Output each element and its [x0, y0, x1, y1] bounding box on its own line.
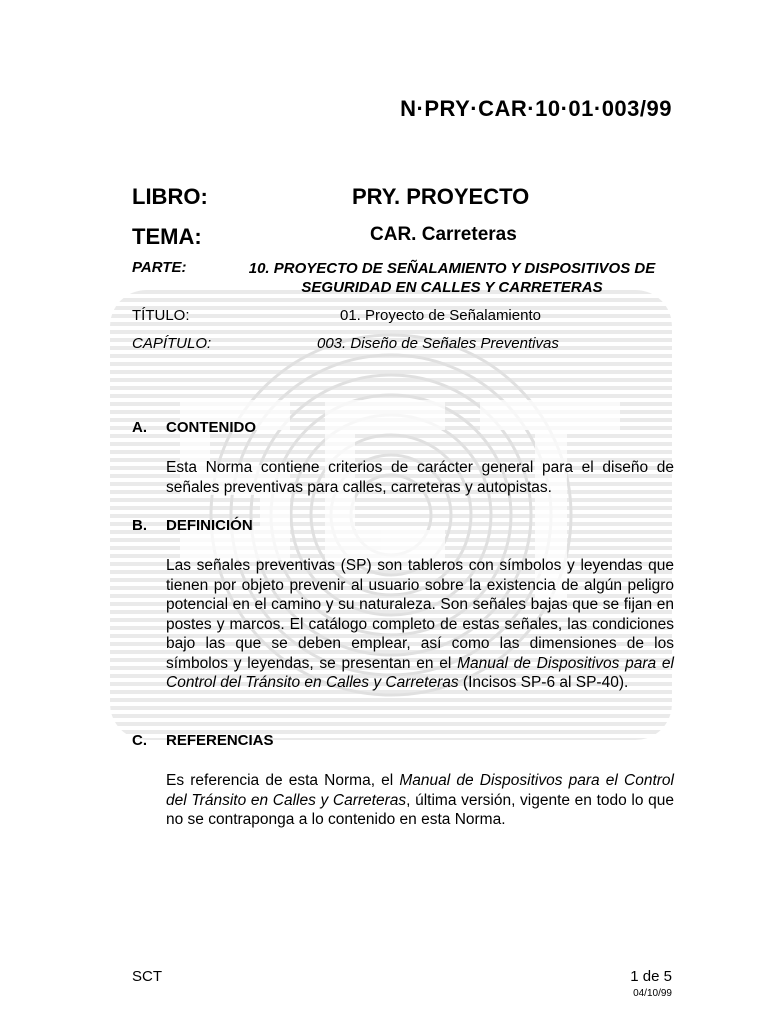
titulo-value: 01. Proyecto de Señalamiento	[340, 307, 541, 324]
section-b-text-part1: Las señales preventivas (SP) son tableros con símbolos y leyendas que tienen por objeto prevenir al usuario sobre la existencia de algún peligro potencial en el camino y su naturaleza. Son señales bajas que se fijan en postes y marcos. El catálogo completo de estas señales, las condiciones bajo las que se deben emplear, así como las dimensiones de los símbolos y leyendas, se presentan en el	[166, 557, 674, 672]
parte-value-line2: SEGURIDAD EN CALLES Y CARRETERAS	[301, 279, 603, 296]
section-b-text-part2: (Incisos SP-6 al SP-40).	[458, 674, 629, 691]
section-c-text-part1: Es referencia de esta Norma, el	[166, 772, 400, 789]
titulo-label: TÍTULO:	[132, 307, 190, 324]
section-c-text-part2: , última versión, vigente en todo lo que no se contraponga a lo contenido en esta Norma.	[166, 791, 674, 828]
footer-org: SCT	[132, 968, 162, 985]
parte-label: PARTE:	[132, 259, 187, 276]
section-c-manual-title: Manual de Dispositivos para el Control del Tránsito en Calles y Carreteras	[166, 772, 674, 809]
section-c-text	[166, 771, 674, 830]
capitulo-label: CAPÍTULO:	[132, 335, 212, 352]
section-b-letter: B.	[132, 517, 147, 534]
footer-page-number: 1 de 5	[630, 968, 672, 985]
libro-value: PRY. PROYECTO	[352, 184, 530, 209]
section-a-letter: A.	[132, 419, 147, 436]
section-b-manual-title: Manual de Dispositivos para el Control del Tránsito en Calles y Carreteras	[166, 654, 674, 691]
section-a-text: Esta Norma contiene criterios de carácter general para el diseño de señales preventivas para calles, carreteras y autopistas.	[166, 459, 674, 496]
parte-value	[232, 259, 672, 297]
libro-label: LIBRO:	[132, 184, 208, 209]
tema-value: CAR. Carreteras	[370, 224, 517, 245]
norm-code: N·PRY·CAR·10·01·003/99	[400, 96, 672, 121]
section-b-text	[166, 556, 674, 693]
section-c-title: REFERENCIAS	[166, 732, 274, 749]
tema-label: TEMA:	[132, 224, 202, 249]
footer-date: 04/10/99	[633, 988, 672, 999]
parte-value-line1: 10. PROYECTO DE SEÑALAMIENTO Y DISPOSITIVOS DE	[248, 260, 656, 277]
capitulo-value: 003. Diseño de Señales Preventivas	[317, 335, 559, 352]
section-b-title: DEFINICIÓN	[166, 517, 253, 534]
section-a-title: CONTENIDO	[166, 419, 256, 436]
section-c-letter: C.	[132, 732, 147, 749]
